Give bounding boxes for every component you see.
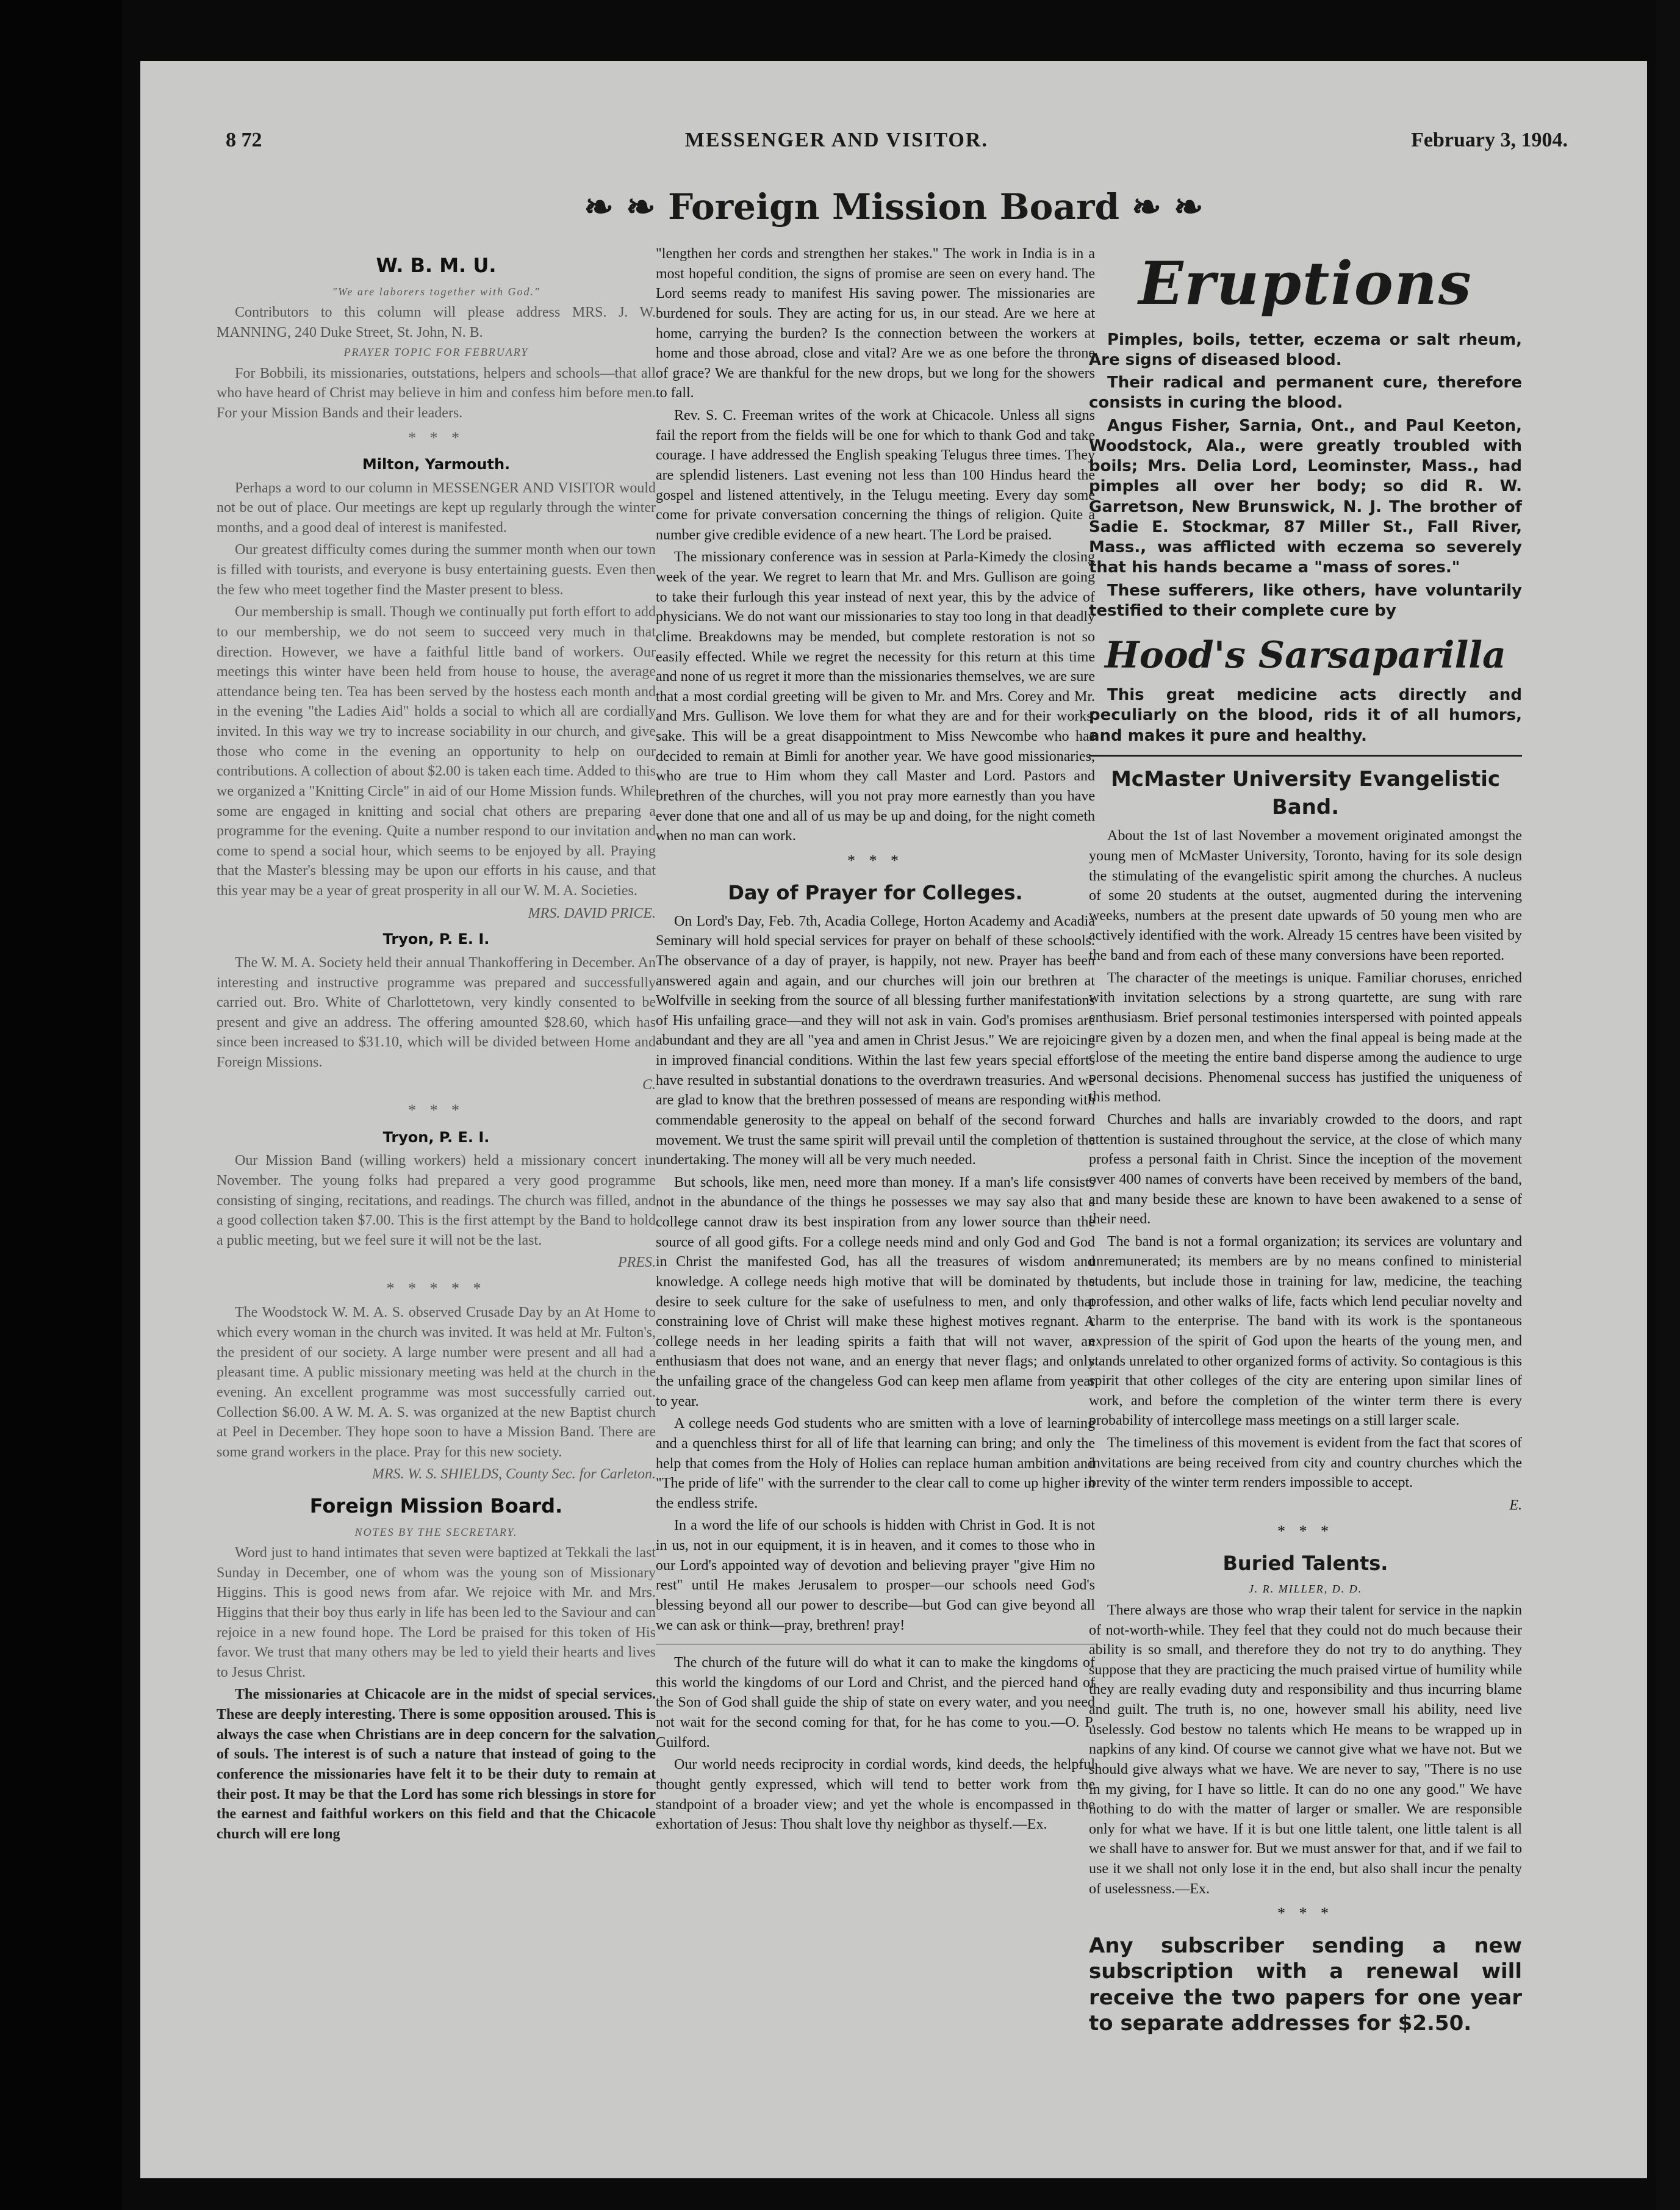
article-paragraph: Rev. S. C. Freeman writes of the work at Chicacole. Unless all signs fail the report from the fields will be one for which to thank God and take courage. I have addressed the English speaking Telugus three times. They are splendid listeners. Last evening not less than 100 Hindus heard the gospel and listened attentively, in the Telugu meeting. Every day some come for private conversation concerning the things of religion. Quite a number give credible evidence of a new heart. The Lord be praised. xyxy=(656,408,1095,543)
article-paragraph: The timeliness of this movement is evident from the fact that scores of invitations are being received from city and country churches which the brevity of the winter term renders impossible to accept. xyxy=(1089,1435,1522,1491)
film-edge-right xyxy=(1656,0,1680,2210)
ad-brand: Hood's Sarsaparilla xyxy=(1105,634,1506,677)
article-paragraph: But schools, like men, need more than money. If a man's life consists not in the abundance of the things he possesses we may say also that a college cannot draw its best inspiration from any lower source than the source of all good gifts. For a college needs mind and only God and God in Christ the manifested God, has all the treasures of wisdom and knowledge. A college needs high motive that will be dominated by the desire to seek culture for the sake of usefulness to men, and only that constraining love of Christ will make these highest motives regnant. A college needs in her leading spirits a faith that will not waver, an enthusiasm that does not wane, and an energy that never flags; and only the unfailing grace of the changeless God can keep men aflame from year to year. xyxy=(656,1174,1095,1409)
paper-title: MESSENGER AND VISITOR. xyxy=(684,129,988,151)
article-paragraph: About the 1st of last November a movement originated amongst the young men of McMaster University, Toronto, having for its sole design the stimulating of the evangelistic spirit among the churches. A nucleus of some 20 students at the outset, augmented during the intervening weeks, numbers at the present date upwards of 50 young men who are actively identified with the work. Already 15 centres have been visited by the band and from each of these many conversions have been reported. xyxy=(1089,828,1522,964)
separator-stars: * * * xyxy=(1277,1904,1334,1923)
column-2 xyxy=(656,244,1095,1837)
fmb-subtitle: NOTES BY THE SECRETARY. xyxy=(354,1525,518,1538)
wbmu-motto: "We are laborers together with God." xyxy=(332,285,540,298)
article-paragraph: The character of the meetings is unique. Familiar choruses, enriched with invitation selections by a strong quartette, are sung with rare enthusiasm. Brief personal testimonies interspersed with pointed appeals are given by a dozen men, and when the final appeal is being made at the close of the meeting the entire band disperse among the audience to urge personal decisions. Phenomenal success has justified the uniqueness of this method. xyxy=(1089,970,1522,1106)
masthead xyxy=(226,122,1568,159)
prayer-topic-text: For Bobbili, its missionaries, outstations, helpers and schools—that all who have heard of Christ may believe in him and confess him before men. For your Mission Bands and their leaders. xyxy=(217,365,656,421)
signature: E. xyxy=(1509,1497,1522,1513)
milton-title: Milton, Yarmouth. xyxy=(362,455,511,473)
article-paragraph: Our greatest difficulty comes during the summer month when our town is filled with tourists, and everyone is busy entertaining guests. Even then the few who meet together find the Master present to bless. xyxy=(217,542,656,598)
signature: C. xyxy=(642,1076,656,1093)
article-paragraph: Our Mission Band (willing workers) held a missionary concert in November. The young folks had prepared a very good programme consisting of singing, recitations, and readings. The church was filled, and a good collection taken $7.00. This is the first attempt by the Band to hold a public meeting, but we feel sure it will not be the last. xyxy=(217,1153,656,1248)
mcmaster-title: McMaster University Evangelistic Band. xyxy=(1110,766,1501,820)
article-paragraph: The missionaries at Chicacole are in the midst of special services. These are deeply interesting. There is some opposition aroused. This is always the case when Christians are in deep concern for the salvation of souls. The interest is of such a nature that instead of going to the conference the missionaries have felt it to be their duty to remain at their post. It may be that the Lord has some rich blessings in store for the earnest and faithful workers on this field and that the Chicacole church will ere long xyxy=(217,1686,656,1842)
column-3 xyxy=(1089,244,1522,2037)
separator-stars: * * * xyxy=(408,1101,464,1120)
separator-stars: * * * xyxy=(847,851,903,869)
signature: PRES. xyxy=(618,1254,656,1271)
fmb-title: Foreign Mission Board. xyxy=(309,1494,563,1518)
article-paragraph: On Lord's Day, Feb. 7th, Acadia College, Horton Academy and Acadia Seminary will hold special services for prayer on behalf of these schools. The observance of a day of prayer, is happily, not new. Prayer has been answered again and again, and our churches will join our brethren at Wolfville in seeking from the source of all blessing further manifestations of His unfailing grace—and they will not ask in vain. God's promises are abundant and they are all "yea and amen in Christ Jesus." We are rejoicing in improved financial conditions. Within the last few years special efforts have resulted in substantial donations to the overdrawn treasuries. And we are glad to know that the brethren possessed of means are responding with commendable generosity to the appeal on behalf of the second forward movement. We trust the same spirit will prevail until the completion of the undertaking. The money will all be very much needed. xyxy=(656,913,1095,1168)
banner-title: Foreign Mission Board xyxy=(667,186,1120,228)
page-number: 8 72 xyxy=(226,129,262,151)
ad-paragraph: Angus Fisher, Sarnia, Ont., and Paul Keeton, Woodstock, Ala., were greatly troubled with boils; Mrs. Delia Lord, Leominster, Mass., had pimples all over her body; so did R. W. Garretson, New Brunswick, N. J. The brother of Sadie E. Stockmar, 87 Miller St., Fall River, Mass., was afflicted with eczema so severely that his hands became a "mass of sores." xyxy=(1089,416,1522,577)
ad-paragraph: Their radical and permanent cure, therefore consists in curing the blood. xyxy=(1089,373,1522,412)
article-paragraph: There always are those who wrap their talent for service in the napkin of not-worth-while. They feel that they could not do much because their ability is so small, and therefore they do not try to do anything. They suppose that they are practicing the much praised virtue of humility while they are really evading duty and responsibility and thus incurring blame and guilt. The truth is, no one, however small his ability, need live uselessly. God bestow no talents which He means to be wrapped up in napkins of any kind. Of course we cannot give what we have not. But we should give always what we have. We are never to say, "There is no use in my giving, for I have so little. It can do no one any good." We have nothing to do with the matter of larger or smaller. We are responsible only for what we have. If it is but one little talent, one little talent is all we shall have to answer for. But we must answer for that, and if we fail to use it we shall not only lose it in the end, but also shall incur the penalty of uselessness.—Ex. xyxy=(1089,1602,1522,1897)
buried-talents-title: Buried Talents. xyxy=(1222,1551,1388,1575)
ad-paragraph: These sufferers, like others, have voluntarily testified to their complete cure by xyxy=(1089,581,1522,620)
article-paragraph: The band is not a formal organization; its services are voluntary and unremunerated; its members are by no means confined to ministerial students, but include those in training for law, medicine, the teaching profession, and other walks of life, facts which lend peculiar novelty and charm to the enterprise. The band with its work is the spontaneous expression of the spirit of God upon the hearts of the young men, and stands unrelated to other organized forms of activity. So contagious is this spirit that other colleges of the city are entering upon similar lines of work, and before the completion of the winter term there is every probability of intercollege mass meetings on a still larger scale. xyxy=(1089,1233,1522,1429)
ornament-icon: ❧ ❧ xyxy=(1132,186,1204,228)
prayer-topic-heading: PRAYER TOPIC FOR FEBRUARY xyxy=(343,346,529,359)
ad-paragraph: Pimples, boils, tetter, eczema or salt rheum, Are signs of diseased blood. xyxy=(1089,330,1522,369)
signature: MRS. DAVID PRICE. xyxy=(528,905,656,921)
subscription-offer: Any subscriber sending a new subscription with a renewal will receive the two papers for one year to separate addresses for $2.50. xyxy=(1089,1933,1522,2036)
section-banner xyxy=(140,186,1647,228)
column-1 xyxy=(217,244,656,1846)
ornament-icon: ❧ ❧ xyxy=(584,186,668,228)
separator-stars: * * * xyxy=(1277,1522,1334,1540)
article-paragraph: Word just to hand intimates that seven were baptized at Tekkali the last Sunday in December, one of whom was the young son of Missionary Higgins. This is good news from afar. We rejoice with Mr. and Mrs. Higgins that their boy thus early in life has been led to the Saviour and can rejoice in a new found hope. The Lord be praised for this token of His favor. We trust that many others may be led to yield their hearts and lives to Jesus Christ. xyxy=(217,1545,656,1680)
tryon-title: Tryon, P. E. I. xyxy=(382,930,490,948)
newspaper-page xyxy=(140,61,1647,2178)
quote-paragraph: Our world needs reciprocity in cordial words, kind deeds, the helpful thought gently expressed, which will tend to better work from the standpoint of a broader view; and yet the whole is encompassed in the exhortation of Jesus: Thou shalt love thy neighbor as thyself.—Ex. xyxy=(656,1757,1095,1833)
divider xyxy=(1089,755,1522,757)
film-edge-left xyxy=(0,0,122,2210)
article-paragraph: Perhaps a word to our column in MESSENGER AND VISITOR would not be out of place. Our meetings are kept up regularly through the winter months, and a good deal of interest is manifested. xyxy=(217,480,656,536)
advertisement xyxy=(1089,330,1522,746)
ad-paragraph: This great medicine acts directly and peculiarly on the blood, rids it of all humors, and makes it pure and healthy. xyxy=(1089,686,1522,745)
separator-stars: * * * * * xyxy=(386,1280,486,1298)
issue-date: February 3, 1904. xyxy=(1411,129,1568,151)
wbmu-intro: Contributors to this column will please address MRS. J. W. MANNING, 240 Duke Street, St. John, N. B. xyxy=(217,304,656,340)
signature: MRS. W. S. SHIELDS, County Sec. for Carleton. xyxy=(372,1466,656,1483)
tryon-title: Tryon, P. E. I. xyxy=(382,1128,490,1146)
article-paragraph: Our membership is small. Though we continually put forth effort to add to our membership, we do not seem to succeed very much in that direction. However, we have a faithful little band of workers. Our meetings this winter have been held from house to house, the average attendance being ten. Tea has been served by the hostess each month and in the evening "the Ladies Aid" holds a social to which all are cordially invited. In this way we try to increase sociability in our church, and give those who come in the evening an opportunity to help on our contributions. A collection of about $2.00 is taken each time. Added to this we organized a "Knitting Circle" in aid of our Home Mission funds. While some are engaged in knitting and social chat others are preparing a programme for the evening. Quite a number respond to our invitation and come to spend a social hour, which seems to be enjoyed by all. Praying that the Master's blessing may be upon our efforts in his cause, and that this year may be a year of great prosperity in all our W. M. A. Societies. xyxy=(217,604,656,899)
article-paragraph: A college needs God students who are smitten with a love of learning and a quenchless thirst for all of life that learning can bring; and only the help that comes from the Holy of Holies can replace human ambition and "The pride of life" with the surrender to the clear call to come up higher in the endless strife. xyxy=(656,1416,1095,1511)
day-of-prayer-title: Day of Prayer for Colleges. xyxy=(728,881,1023,905)
article-paragraph: The Woodstock W. M. A. S. observed Crusade Day by an At Home to which every woman in the church was invited. It was held at Mr. Fulton's, the president of our society. A large number were present and all had a pleasant time. A public missionary meeting was held at the church in the evening. An excellent programme was most successfully carried out. Collection $6.00. A W. M. A. S. was organized at the new Baptist church at Peel in December. They hope soon to have a Mission Band. There are some grand workers in the place. Pray for this new society. xyxy=(217,1305,656,1460)
article-paragraph: Churches and halls are invariably crowded to the doors, and rapt attention is sustained throughout the service, at the close of which many profess a personal faith in Christ. Since the inception of the movement over 400 names of converts have been received by members of the band, and many beside these are known to have been awakened to a sense of their need. xyxy=(1089,1112,1522,1228)
author-line: J. R. MILLER, D. D. xyxy=(1248,1583,1363,1596)
separator-stars: * * * xyxy=(408,428,464,447)
quote-paragraph: The church of the future will do what it can to make the kingdoms of this world the kingdoms of our Lord and Christ, and the pierced hand of the Son of God shall guide the ship of state on every water, and you need not wait for the second coming for that, for he has come to you.—O. P. Guilford. xyxy=(656,1655,1095,1751)
wbmu-title: W. B. M. U. xyxy=(376,254,497,277)
article-paragraph: "lengthen her cords and strengthen her stakes." The work in India is in a most hopeful condition, the signs of promise are seen on every hand. The Lord seems ready to manifest His saving power. The missionaries are burdened for souls. They are acting for us, in our stead. Are we here at home, carrying the burden? Is the connection between the workers at home and those abroad, close and vital? Are we as one before the throne of grace? We are thankful for the new drops, but we long for the showers to fall. xyxy=(656,246,1095,401)
article-paragraph: The missionary conference was in session at Parla-Kimedy the closing week of the year. We regret to learn that Mr. and Mrs. Gullison are going to take their furlough this year instead of next year, this by the advice of physicians. We do not want our missionaries to stay too long in that deadly clime. Breakdowns may be mended, but complete restoration is not so easily effected. While we regret the necessity for this return at this time and none of us regret it more than the missionaries themselves, we are sure that a most cordial greeting will be given to Mr. and Mrs. Corey and Mr. and Mrs. Gullison. We love them for what they are and for their works' sake. This will be a great disappointment to Miss Newcombe who has decided to remain at Bimli for another year. We have good missionaries, who are true to Him whom they call Master and Lord. Pastors and brethren of the churches, will you not pray more earnestly than you have ever done that one and all of us may be up and doing, for the night cometh when no man can work. xyxy=(656,549,1095,844)
article-paragraph: In a word the life of our schools is hidden with Christ in God. It is not in us, not in our equipment, it is in heaven, and it comes to those who in our Lord's appointed way of devotion and believing prayer "give Him no rest" until He makes Jerusalem to prosper—our schools need God's blessing beyond all our power to describe—but God can give beyond all we can ask or think—pray, brethren! pray! xyxy=(656,1517,1095,1633)
article-paragraph: The W. M. A. Society held their annual Thankoffering in December. An interesting and instructive programme was prepared and successfully carried out. Bro. White of Charlottetown, very kindly consented to be present and give an address. The offering amounted $28.60, which has since been increased to $31.10, which will be divided between Home and Foreign Missions. xyxy=(217,954,656,1071)
ad-title: Eruptions xyxy=(1138,249,1473,318)
